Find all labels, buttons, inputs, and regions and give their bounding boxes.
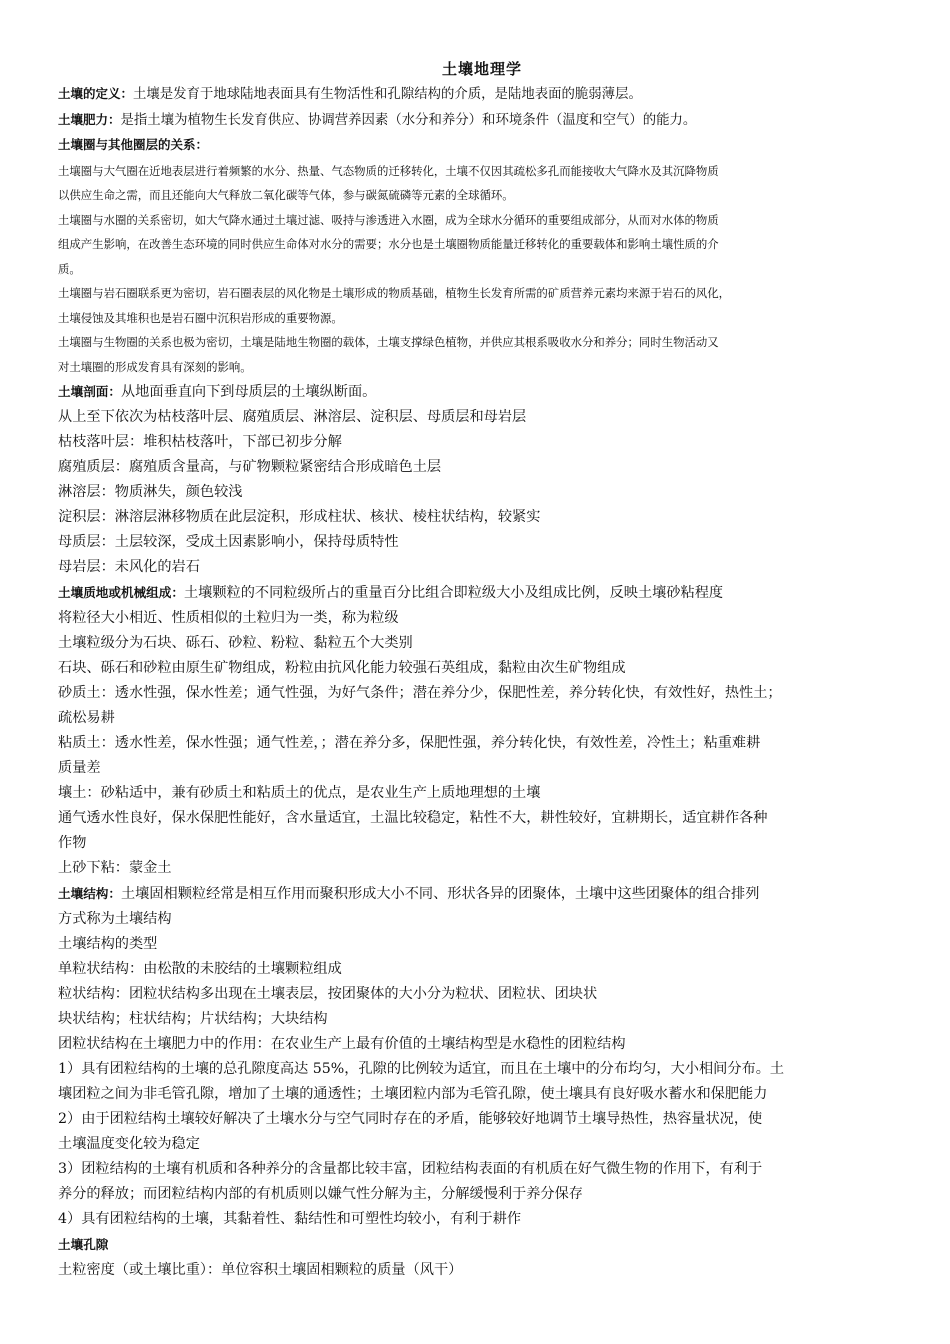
paragraph-line: 组成产生影响，在改善生态环境的同时供应生命体对水分的需要；水分也是土壤圈物质能量迁移转化的重要载体和影响土壤性质的介 (58, 237, 719, 251)
term-label: 土壤的定义： (58, 86, 134, 101)
text-line: 1）具有团粒结构的土壤的总孔隙度高达 55%，孔隙的比例较为适宜，而且在土壤中的分布均匀，大小相间分布。土 (58, 1061, 785, 1077)
definition-texture (58, 580, 898, 606)
paragraph-line: 以供应生命之需，而且还能向大气释放二氧化碳等气体，参与碳氮硫磷等元素的全球循环。 (58, 188, 514, 202)
text-line: 团粒状结构在土壤肥力中的作用：在农业生产上最有价值的土壤结构型是水稳性的团粒结构 (58, 1036, 626, 1052)
definition-fertility (58, 108, 898, 134)
text-line: 土粒密度（或土壤比重）：单位容积土壤固相颗粒的质量（风干） (58, 1262, 463, 1278)
term-label: 土壤圈与其他圈层的关系： (58, 137, 209, 152)
text-line: 4）具有团粒结构的土壤，其黏着性、黏结性和可塑性均较小，有利于耕作 (58, 1211, 522, 1227)
text-line: 将粒径大小相近、性质相似的土粒归为一类，称为粒级 (58, 610, 399, 626)
paragraph-line: 土壤圈与大气圈在近地表层进行着频繁的水分、热量、气态物质的迁移转化，土壤不仅因其疏松多孔而能接收大气降水及其沉降物质 (58, 163, 719, 178)
paragraph-line: 土壤侵蚀及其堆积也是岩石圈中沉积岩形成的重要物源。 (58, 310, 343, 325)
term-label: 土壤质地或机械组成： (58, 585, 184, 600)
text-line: 土壤温度变化较为稳定 (58, 1136, 200, 1152)
text-line: 疏松易耕 (58, 710, 115, 726)
text-line: 母质层：土层较深，受成土因素影响小，保持母质特性 (58, 534, 399, 550)
text-line: 块状结构；柱状结构；片状结构；大块结构 (58, 1011, 328, 1027)
term-label: 土壤肥力： (58, 111, 121, 127)
text-line: 粘质土：透水性差，保水性强；通气性差，；潜在养分多，保肥性强，养分转化快，有效性差，冷性土；粘重难耕 (58, 735, 761, 751)
text-line: 土壤粒级分为石块、砾石、砂粒、粉粒、黏粒五个大类别 (58, 635, 413, 651)
text-line: 土壤结构的类型 (58, 936, 158, 952)
text-line: 石块、砾石和砂粒由原生矿物组成，粉粒由抗风化能力较强石英组成，黏粒由次生矿物组成 (58, 660, 626, 676)
text-line: 从上至下依次为枯枝落叶层、腐殖质层、淋溶层、淀积层、母质层和母岩层 (58, 409, 527, 425)
text-line: 上砂下粘：蒙金土 (58, 860, 172, 876)
text-line: 枯枝落叶层：堆积枯枝落叶，下部已初步分解 (58, 434, 342, 450)
heading-spheres (58, 133, 898, 159)
page-title: 土壤地理学 (441, 60, 522, 78)
paragraph-line: 土壤圈与岩石圈联系更为密切，岩石圈表层的风化物是土壤形成的物质基础，植物生长发育所需的矿质营养元素均来源于岩石的风化， (58, 286, 731, 300)
text-line: 淀积层：淋溶层淋移物质在此层淀积，形成柱状、核状、棱柱状结构，较紧实 (58, 509, 541, 525)
paragraph-line: 质。 (58, 261, 81, 276)
paragraph-line: 土壤圈与生物圈的关系也极为密切，土壤是陆地生物圈的载体，土壤支撑绿色植物，并供应其根系吸收水分和养分；同时生物活动又 (58, 335, 719, 349)
text-line: 方式称为土壤结构 (58, 911, 172, 927)
line-text: 土壤是发育于地球陆地表面具有生物活性和孔隙结构的介质，是陆地表面的脆弱薄层。 (133, 87, 642, 102)
definition-soil (58, 82, 898, 108)
text-line: 3）团粒结构的土壤有机质和各种养分的含量都比较丰富，团粒结构表面的有机质在好气微生物的作用下，有利于 (58, 1161, 763, 1177)
text-line: 作物 (58, 835, 87, 851)
text-line: 砂质土：透水性强，保水性差；通气性强，为好气条件；潜在养分少，保肥性差，养分转化快，有效性好，热性土； (58, 685, 782, 701)
text-line: 养分的释放；而团粒结构内部的有机质则以嫌气性分解为主，分解缓慢利于养分保存 (58, 1186, 583, 1202)
text-line: 淋溶层：物质淋失，颜色较浅 (58, 484, 243, 500)
term-label: 土壤孔隙 (58, 1237, 109, 1252)
paragraph-line: 土壤圈与水圈的关系密切，如大气降水通过土壤过滤、吸持与渗透进入水圈，成为全球水分循环的重要组成部分，从而对水体的物质 (58, 212, 719, 227)
text-line: 母岩层：未风化的岩石 (58, 559, 200, 575)
line-text: 是指土壤为植物生长发育供应、协调营养因素（水分和养分）和环境条件（温度和空气）的能力。 (120, 112, 697, 128)
heading-pores (58, 1232, 898, 1258)
paragraph-line: 对土壤圈的形成发育具有深刻的影响。 (58, 359, 252, 374)
definition-structure (58, 881, 898, 907)
text-line: 通气透水性良好，保水保肥性能好，含水量适宜，土温比较稳定，粘性不大，耕性较好，宜耕期长，适宜耕作各种 (58, 810, 768, 826)
text-line: 粒状结构：团粒状结构多出现在土壤表层，按团聚体的大小分为粒状、团粒状、团块状 (58, 986, 598, 1002)
term-label: 土壤剖面： (58, 384, 121, 399)
text-line: 腐殖质层：腐殖质含量高，与矿物颗粒紧密结合形成暗色土层 (58, 459, 442, 475)
line-text: 土壤颗粒的不同粒级所占的重量百分比组合即粒级大小及组成比例，反映土壤砂粘程度 (183, 585, 724, 601)
term-label: 土壤结构： (58, 886, 121, 901)
text-line: 单粒状结构：由松散的未胶结的土壤颗粒组成 (58, 961, 342, 977)
line-text: 土壤固相颗粒经常是相互作用而聚积形成大小不同、形状各异的团聚体，土壤中这些团聚体的组合排列 (120, 886, 760, 902)
text-line: 壤土：砂粘适中，兼有砂质土和粘质土的优点，是农业生产上质地理想的土壤 (58, 785, 541, 801)
line-text: 从地面垂直向下到母质层的土壤纵断面。 (120, 384, 377, 400)
definition-profile (58, 379, 898, 405)
text-line: 壤团粒之间为非毛管孔隙，增加了土壤的通透性；土壤团粒内部为毛管孔隙，使土壤具有良好吸水蓄水和保肥能力 (58, 1086, 768, 1102)
text-line: 2）由于团粒结构土壤较好解决了土壤水分与空气同时存在的矛盾，能够较好地调节土壤导热性，热容量状况，使 (58, 1111, 763, 1127)
text-line: 质量差 (58, 760, 101, 776)
